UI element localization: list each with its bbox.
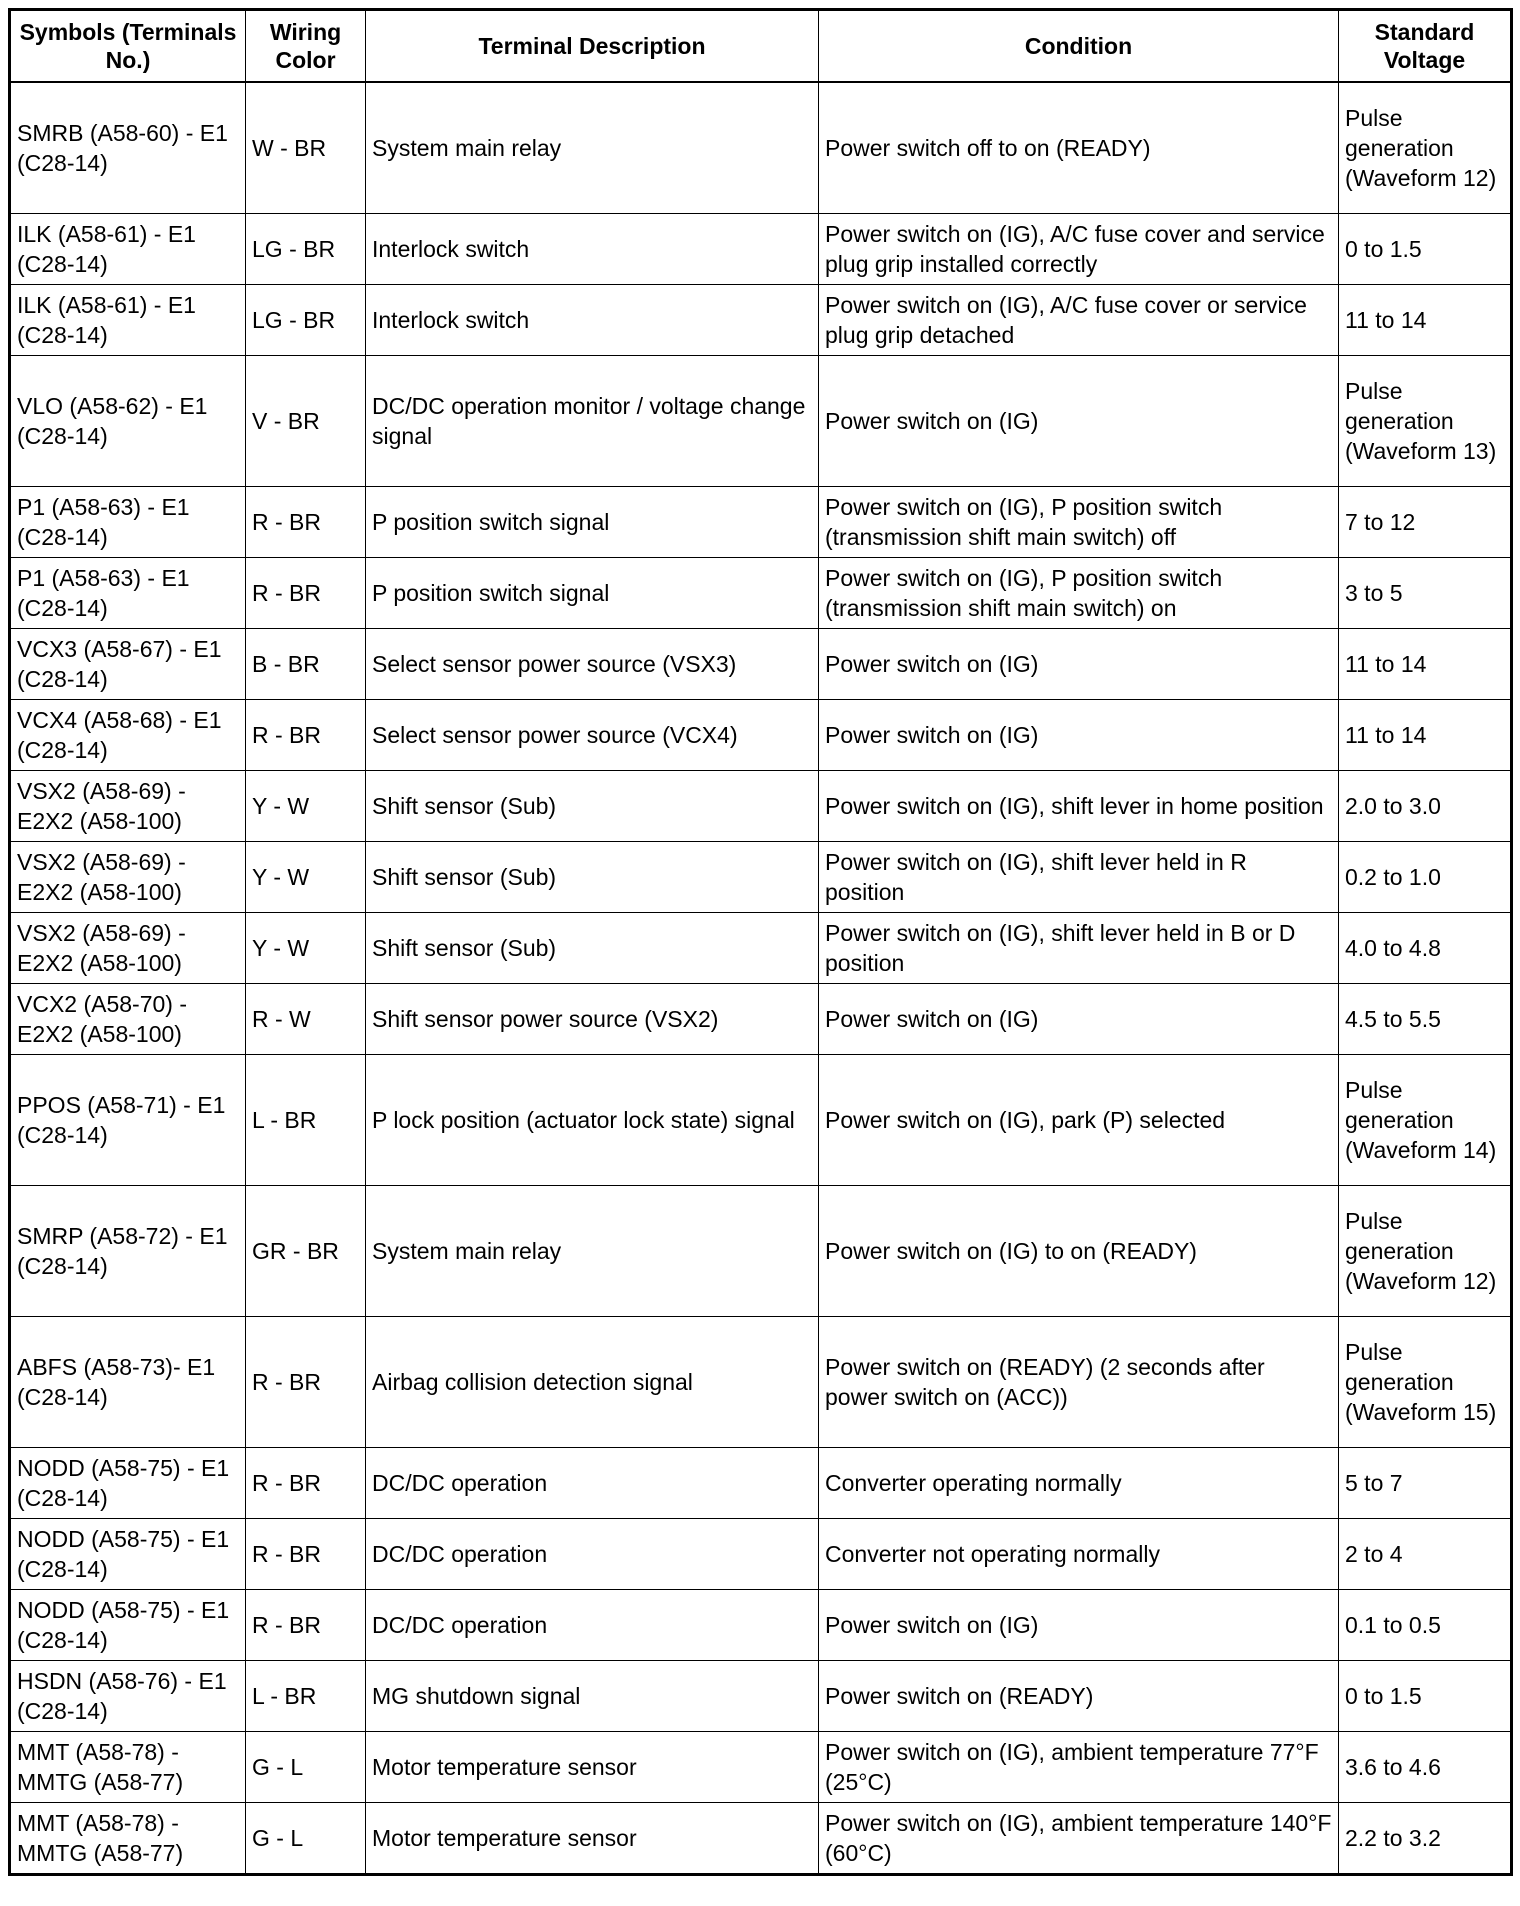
cell-wiring-color: W - BR: [246, 82, 366, 214]
cell-terminal-description: Motor temperature sensor: [366, 1732, 819, 1803]
cell-symbols: NODD (A58-75) - E1 (C28-14): [10, 1448, 246, 1519]
cell-condition: Power switch on (IG): [819, 1590, 1339, 1661]
cell-terminal-description: System main relay: [366, 82, 819, 214]
cell-condition: Power switch on (READY) (2 seconds after power switch on (ACC)): [819, 1317, 1339, 1448]
header-terminal-description: Terminal Description: [366, 10, 819, 83]
header-row: [10, 10, 1512, 83]
cell-condition: Power switch on (IG): [819, 629, 1339, 700]
cell-terminal-description: Shift sensor (Sub): [366, 771, 819, 842]
cell-terminal-description: DC/DC operation: [366, 1519, 819, 1590]
cell-terminal-description: Shift sensor power source (VSX2): [366, 984, 819, 1055]
cell-symbols: P1 (A58-63) - E1 (C28-14): [10, 558, 246, 629]
cell-symbols: ILK (A58-61) - E1 (C28-14): [10, 214, 246, 285]
cell-condition: Power switch on (IG), ambient temperature 77°F (25°C): [819, 1732, 1339, 1803]
cell-terminal-description: Select sensor power source (VSX3): [366, 629, 819, 700]
cell-standard-voltage: 11 to 14: [1339, 700, 1512, 771]
cell-condition: Power switch on (IG), P position switch (transmission shift main switch) off: [819, 487, 1339, 558]
cell-standard-voltage: 0.2 to 1.0: [1339, 842, 1512, 913]
cell-condition: Power switch on (IG) to on (READY): [819, 1186, 1339, 1317]
cell-symbols: VCX3 (A58-67) - E1 (C28-14): [10, 629, 246, 700]
cell-standard-voltage: 5 to 7: [1339, 1448, 1512, 1519]
table-row: [10, 1590, 1512, 1661]
cell-terminal-description: Shift sensor (Sub): [366, 913, 819, 984]
header-wiring-color: Wiring Color: [246, 10, 366, 83]
table-row: [10, 1661, 1512, 1732]
table-row: [10, 771, 1512, 842]
cell-symbols: HSDN (A58-76) - E1 (C28-14): [10, 1661, 246, 1732]
cell-standard-voltage: 0.1 to 0.5: [1339, 1590, 1512, 1661]
table-row: [10, 558, 1512, 629]
cell-standard-voltage: Pulse generation (Waveform 15): [1339, 1317, 1512, 1448]
cell-symbols: ILK (A58-61) - E1 (C28-14): [10, 285, 246, 356]
cell-symbols: VLO (A58-62) - E1 (C28-14): [10, 356, 246, 487]
cell-terminal-description: Shift sensor (Sub): [366, 842, 819, 913]
cell-symbols: SMRB (A58-60) - E1 (C28-14): [10, 82, 246, 214]
cell-wiring-color: R - BR: [246, 1448, 366, 1519]
cell-terminal-description: DC/DC operation monitor / voltage change signal: [366, 356, 819, 487]
table-row: [10, 214, 1512, 285]
table-row: [10, 913, 1512, 984]
header-condition: Condition: [819, 10, 1339, 83]
table-body: [10, 82, 1512, 1875]
cell-standard-voltage: 11 to 14: [1339, 285, 1512, 356]
cell-condition: Power switch on (IG), A/C fuse cover or service plug grip detached: [819, 285, 1339, 356]
table-row: [10, 1803, 1512, 1875]
cell-wiring-color: Y - W: [246, 913, 366, 984]
cell-terminal-description: Airbag collision detection signal: [366, 1317, 819, 1448]
cell-symbols: VSX2 (A58-69) - E2X2 (A58-100): [10, 771, 246, 842]
cell-wiring-color: R - BR: [246, 1317, 366, 1448]
cell-wiring-color: V - BR: [246, 356, 366, 487]
cell-wiring-color: L - BR: [246, 1055, 366, 1186]
cell-standard-voltage: 0 to 1.5: [1339, 1661, 1512, 1732]
cell-wiring-color: L - BR: [246, 1661, 366, 1732]
cell-terminal-description: P position switch signal: [366, 558, 819, 629]
table-row: [10, 700, 1512, 771]
cell-condition: Converter not operating normally: [819, 1519, 1339, 1590]
cell-terminal-description: DC/DC operation: [366, 1448, 819, 1519]
cell-wiring-color: B - BR: [246, 629, 366, 700]
cell-terminal-description: Interlock switch: [366, 214, 819, 285]
cell-terminal-description: P lock position (actuator lock state) signal: [366, 1055, 819, 1186]
table-row: [10, 984, 1512, 1055]
header-symbols: Symbols (Terminals No.): [10, 10, 246, 83]
cell-standard-voltage: Pulse generation (Waveform 12): [1339, 82, 1512, 214]
table-row: [10, 1519, 1512, 1590]
table-row: [10, 1317, 1512, 1448]
cell-standard-voltage: Pulse generation (Waveform 12): [1339, 1186, 1512, 1317]
cell-terminal-description: MG shutdown signal: [366, 1661, 819, 1732]
table-row: [10, 1055, 1512, 1186]
table-row: [10, 82, 1512, 214]
cell-symbols: P1 (A58-63) - E1 (C28-14): [10, 487, 246, 558]
cell-terminal-description: Select sensor power source (VCX4): [366, 700, 819, 771]
table-row: [10, 1186, 1512, 1317]
table-row: [10, 487, 1512, 558]
cell-wiring-color: R - BR: [246, 1590, 366, 1661]
cell-symbols: NODD (A58-75) - E1 (C28-14): [10, 1519, 246, 1590]
cell-wiring-color: R - BR: [246, 558, 366, 629]
cell-condition: Power switch on (IG), ambient temperature 140°F (60°C): [819, 1803, 1339, 1875]
cell-symbols: VSX2 (A58-69) - E2X2 (A58-100): [10, 842, 246, 913]
cell-terminal-description: DC/DC operation: [366, 1590, 819, 1661]
cell-wiring-color: R - W: [246, 984, 366, 1055]
cell-condition: Power switch on (IG): [819, 356, 1339, 487]
cell-wiring-color: R - BR: [246, 1519, 366, 1590]
cell-condition: Power switch on (READY): [819, 1661, 1339, 1732]
cell-standard-voltage: Pulse generation (Waveform 14): [1339, 1055, 1512, 1186]
cell-wiring-color: R - BR: [246, 700, 366, 771]
cell-terminal-description: Motor temperature sensor: [366, 1803, 819, 1875]
cell-wiring-color: LG - BR: [246, 214, 366, 285]
cell-condition: Power switch on (IG), shift lever held in B or D position: [819, 913, 1339, 984]
table-row: [10, 356, 1512, 487]
cell-terminal-description: System main relay: [366, 1186, 819, 1317]
table-row: [10, 1732, 1512, 1803]
header-standard-voltage: Standard Voltage: [1339, 10, 1512, 83]
cell-condition: Power switch on (IG), shift lever held in R position: [819, 842, 1339, 913]
cell-symbols: SMRP (A58-72) - E1 (C28-14): [10, 1186, 246, 1317]
cell-standard-voltage: 4.0 to 4.8: [1339, 913, 1512, 984]
cell-condition: Power switch on (IG): [819, 700, 1339, 771]
cell-condition: Power switch on (IG): [819, 984, 1339, 1055]
cell-wiring-color: Y - W: [246, 842, 366, 913]
cell-symbols: ABFS (A58-73)- E1 (C28-14): [10, 1317, 246, 1448]
cell-standard-voltage: 3.6 to 4.6: [1339, 1732, 1512, 1803]
cell-standard-voltage: 2.0 to 3.0: [1339, 771, 1512, 842]
cell-wiring-color: G - L: [246, 1732, 366, 1803]
cell-standard-voltage: Pulse generation (Waveform 13): [1339, 356, 1512, 487]
cell-standard-voltage: 7 to 12: [1339, 487, 1512, 558]
cell-standard-voltage: 11 to 14: [1339, 629, 1512, 700]
table-row: [10, 285, 1512, 356]
cell-symbols: MMT (A58-78) - MMTG (A58-77): [10, 1803, 246, 1875]
cell-condition: Power switch on (IG), A/C fuse cover and service plug grip installed correctly: [819, 214, 1339, 285]
cell-symbols: PPOS (A58-71) - E1 (C28-14): [10, 1055, 246, 1186]
table-row: [10, 629, 1512, 700]
cell-wiring-color: LG - BR: [246, 285, 366, 356]
cell-condition: Converter operating normally: [819, 1448, 1339, 1519]
cell-standard-voltage: 2 to 4: [1339, 1519, 1512, 1590]
cell-symbols: MMT (A58-78) - MMTG (A58-77): [10, 1732, 246, 1803]
cell-condition: Power switch off to on (READY): [819, 82, 1339, 214]
cell-symbols: VCX2 (A58-70) - E2X2 (A58-100): [10, 984, 246, 1055]
cell-wiring-color: Y - W: [246, 771, 366, 842]
terminal-voltage-table: [8, 8, 1513, 1876]
cell-symbols: VCX4 (A58-68) - E1 (C28-14): [10, 700, 246, 771]
cell-condition: Power switch on (IG), P position switch (transmission shift main switch) on: [819, 558, 1339, 629]
cell-terminal-description: P position switch signal: [366, 487, 819, 558]
cell-wiring-color: G - L: [246, 1803, 366, 1875]
cell-condition: Power switch on (IG), park (P) selected: [819, 1055, 1339, 1186]
cell-symbols: NODD (A58-75) - E1 (C28-14): [10, 1590, 246, 1661]
cell-symbols: VSX2 (A58-69) - E2X2 (A58-100): [10, 913, 246, 984]
table-row: [10, 842, 1512, 913]
cell-standard-voltage: 4.5 to 5.5: [1339, 984, 1512, 1055]
table-row: [10, 1448, 1512, 1519]
cell-standard-voltage: 0 to 1.5: [1339, 214, 1512, 285]
cell-condition: Power switch on (IG), shift lever in home position: [819, 771, 1339, 842]
cell-wiring-color: GR - BR: [246, 1186, 366, 1317]
cell-standard-voltage: 3 to 5: [1339, 558, 1512, 629]
cell-standard-voltage: 2.2 to 3.2: [1339, 1803, 1512, 1875]
cell-wiring-color: R - BR: [246, 487, 366, 558]
cell-terminal-description: Interlock switch: [366, 285, 819, 356]
